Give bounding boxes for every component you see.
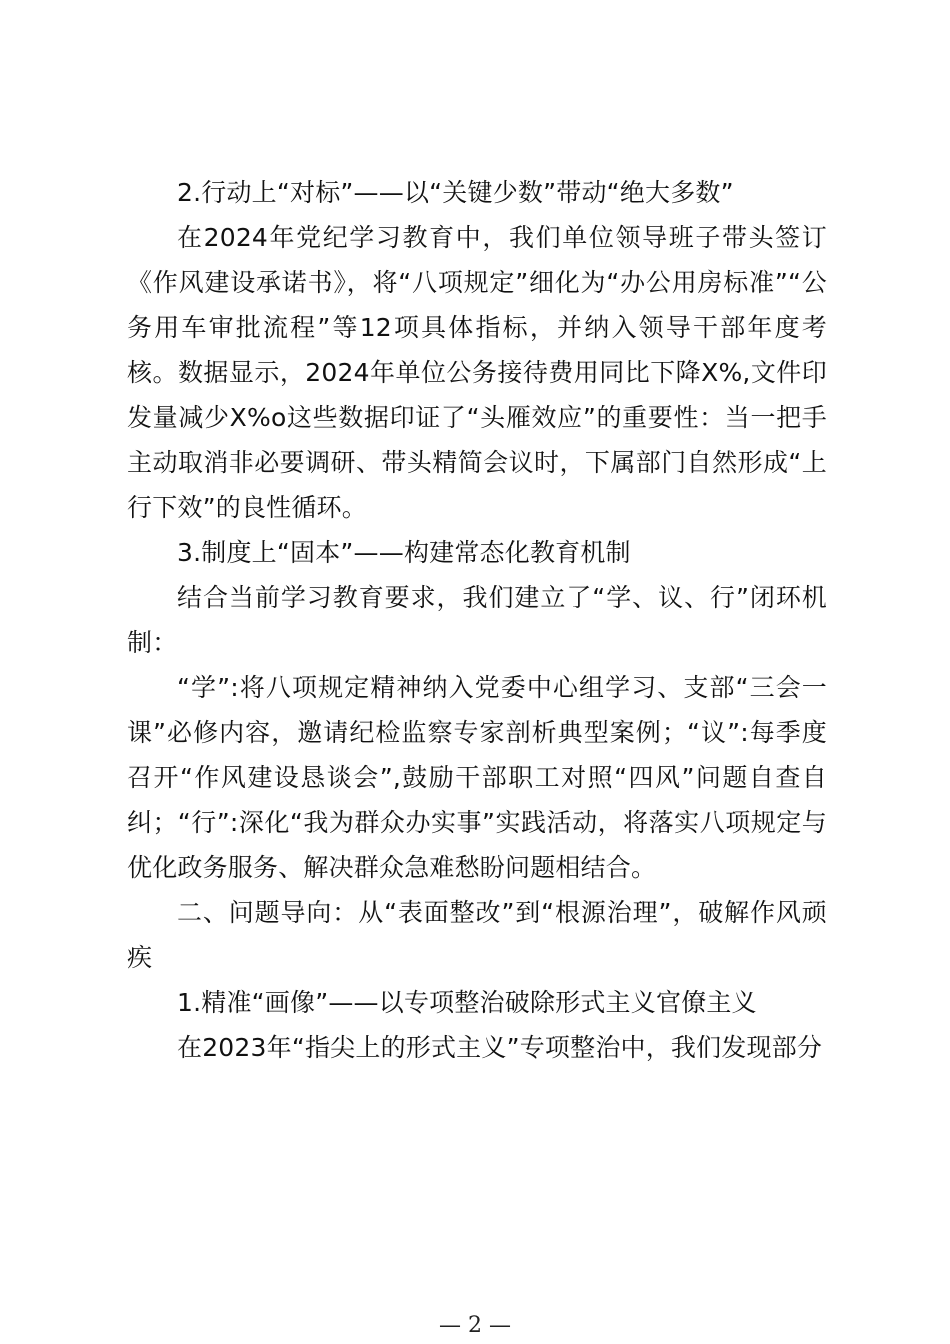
document-body — [127, 170, 827, 1070]
body-paragraph-learn-discuss-act: “学”:将八项规定精神纳入党委中心组学习、支部“三会一课”必修内容，邀请纪检监察专家剖析典型案例；“议”:每季度召开“作风建设恳谈会”,鼓励干部职工对照“四风”问题自查自纠；“行”:深化“我为群众办实事”实践活动，将落实八项规定与优化政务服务、解决群众急难愁盼问题相结合。 — [127, 673, 827, 882]
body-paragraph-rectification: 在2023年“指尖上的形式主义”专项整治中，我们发现部分 — [177, 1033, 823, 1062]
body-paragraph-mechanism: 结合当前学习教育要求，我们建立了“学、议、行”闭环机制： — [127, 583, 827, 657]
subheading-institution: 3.制度上“固本”——构建常态化教育机制 — [177, 538, 631, 567]
page-number: — 2 — — [439, 1313, 511, 1338]
subheading-action: 2.行动上“对标”——以“关键少数”带动“绝大多数” — [177, 178, 734, 207]
section-heading-problem-oriented: 二、问题导向：从“表面整改”到“根源治理”，破解作风顽疾 — [127, 898, 827, 972]
body-paragraph-commitment: 在2024年党纪学习教育中，我们单位领导班子带头签订《作风建设承诺书》，将“八项规定”细化为“办公用房标准”“公务用车审批流程”等12项具体指标，并纳入领导干部年度考核。数据显示，2024年单位公务接待费用同比下降X%,文件印发量减少X%o这些数据印证了“头雁效应”的重要性：当一把手主动取消非必要调研、带头精简会议时，下属部门自然形成“上行下效”的良性循环。 — [127, 223, 827, 522]
subheading-precise-portrait: 1.精准“画像”——以专项整治破除形式主义官僚主义 — [177, 988, 757, 1017]
